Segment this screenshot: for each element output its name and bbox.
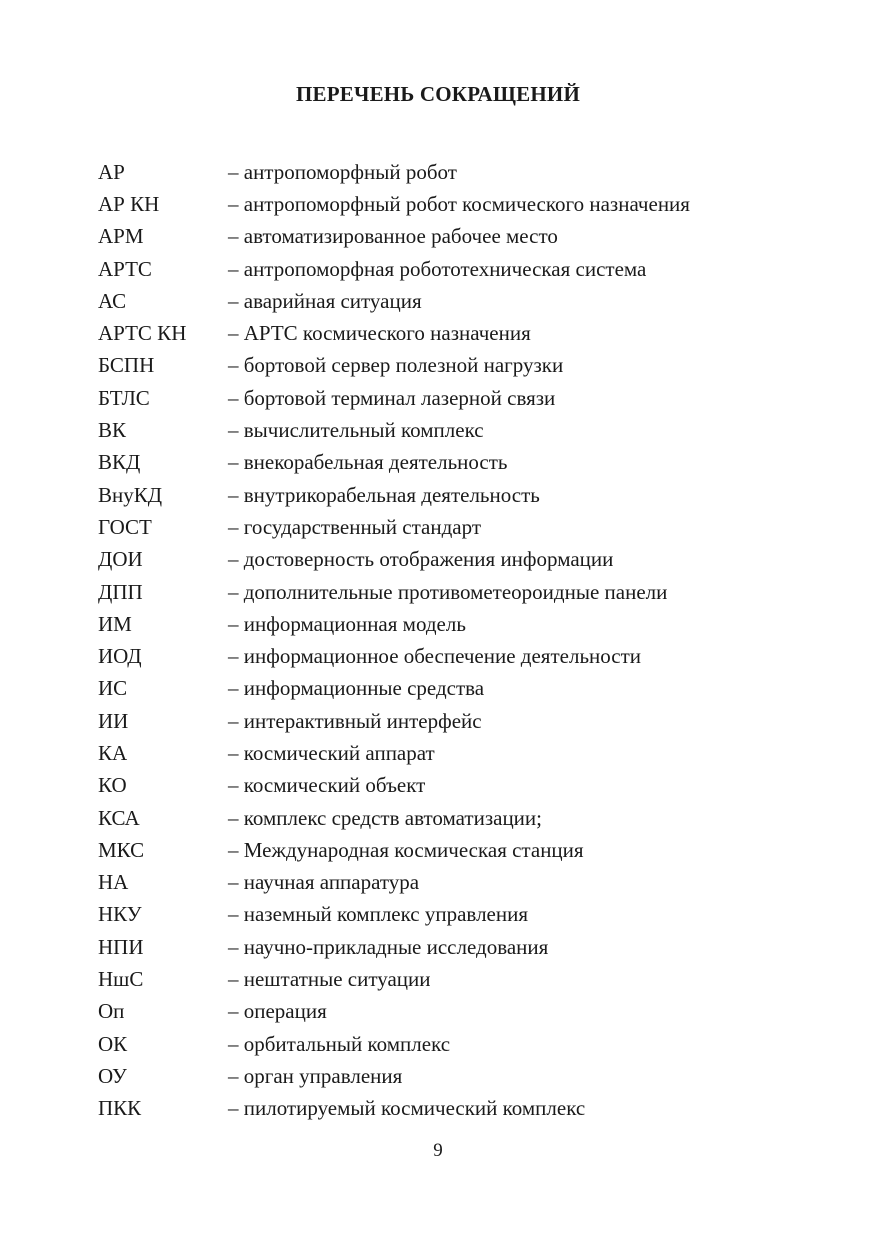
abbreviation-term: БТЛС (98, 385, 150, 410)
abbreviation-definition: – операция (228, 999, 327, 1024)
abbreviation-row (98, 963, 798, 995)
abbreviation-row (98, 576, 798, 608)
abbreviation-definition: – информационная модель (228, 611, 466, 636)
abbreviation-definition: – космический аппарат (228, 740, 435, 765)
abbreviation-row (98, 188, 798, 220)
page-title: ПЕРЕЧЕНЬ СОКРАЩЕНИЙ (296, 82, 580, 106)
abbreviation-row (98, 1060, 798, 1092)
abbreviation-definition: – пилотируемый космический комплекс (228, 1096, 586, 1121)
abbreviation-term: Оп (98, 999, 125, 1024)
abbreviation-definition: – научная аппаратура (228, 870, 420, 895)
abbreviation-term: КА (98, 740, 128, 765)
abbreviation-term: ИОД (98, 644, 142, 669)
abbreviation-term: ИМ (98, 611, 132, 636)
abbreviation-row (98, 673, 798, 705)
abbreviation-row (98, 640, 798, 672)
abbreviation-term: АР КН (98, 191, 160, 216)
abbreviation-definition: – орбитальный комплекс (228, 1031, 451, 1056)
abbreviation-definition: – антропоморфная робототехническая система (228, 256, 647, 281)
abbreviation-row (98, 382, 798, 414)
abbreviation-row (98, 608, 798, 640)
abbreviation-row (98, 802, 798, 834)
abbreviation-definition: – информационные средства (228, 676, 485, 701)
abbreviation-definition: – бортовой терминал лазерной связи (228, 385, 556, 410)
abbreviation-definition: – нештатные ситуации (228, 967, 431, 992)
abbreviation-definition: – орган управления (228, 1063, 403, 1088)
abbreviation-definition: – АРТС космического назначения (228, 321, 531, 346)
page-number: 9 (433, 1140, 443, 1161)
abbreviation-definition: – комплекс средств автоматизации; (228, 805, 542, 830)
abbreviation-term: ВнуКД (98, 482, 163, 507)
abbreviation-term: ПКК (98, 1096, 142, 1121)
abbreviation-row (98, 867, 798, 899)
abbreviation-term: МКС (98, 837, 145, 862)
abbreviation-definition: – внекорабельная деятельность (228, 450, 508, 475)
abbreviation-row (98, 221, 798, 253)
abbreviation-definition: – научно-прикладные исследования (228, 934, 549, 959)
abbreviation-row (98, 770, 798, 802)
abbreviation-term: ВК (98, 418, 127, 443)
abbreviation-row (98, 996, 798, 1028)
abbreviation-row (98, 834, 798, 866)
abbreviation-definition: – Международная космическая станция (228, 837, 584, 862)
abbreviation-row (98, 350, 798, 382)
abbreviation-term: КО (98, 773, 127, 798)
abbreviation-definition: – антропоморфный робот (228, 159, 457, 184)
abbreviation-term: АРМ (98, 224, 144, 249)
abbreviation-term: ГОСТ (98, 514, 152, 539)
abbreviation-row (98, 899, 798, 931)
abbreviation-term: АС (98, 288, 127, 313)
abbreviation-row (98, 931, 798, 963)
abbreviation-term: ИС (98, 676, 128, 701)
abbreviation-term: ОК (98, 1031, 128, 1056)
abbreviation-row (98, 253, 798, 285)
abbreviation-definition: – аварийная ситуация (228, 288, 422, 313)
abbreviation-term: ДОИ (98, 547, 143, 572)
abbreviation-term: АРТС КН (98, 321, 187, 346)
abbreviation-definition: – государственный стандарт (228, 514, 481, 539)
abbreviation-definition: – информационное обеспечение деятельности (228, 644, 642, 669)
abbreviation-definition: – бортовой сервер полезной нагрузки (228, 353, 564, 378)
abbreviation-row (98, 1028, 798, 1060)
abbreviation-row (98, 447, 798, 479)
abbreviation-term: БСПН (98, 353, 155, 378)
abbreviation-row (98, 511, 798, 543)
abbreviation-row (98, 1093, 798, 1125)
abbreviation-definition: – автоматизированное рабочее место (228, 224, 558, 249)
abbreviation-definition: – интерактивный интерфейс (228, 708, 482, 733)
abbreviation-term: КСА (98, 805, 140, 830)
abbreviation-term: ДПП (98, 579, 143, 604)
abbreviation-row (98, 414, 798, 446)
abbreviation-term: АРТС (98, 256, 152, 281)
abbreviation-definition: – достоверность отображения информации (228, 547, 614, 572)
abbreviation-row (98, 479, 798, 511)
abbreviation-row (98, 544, 798, 576)
abbreviation-term: ИИ (98, 708, 129, 733)
abbreviation-definition: – дополнительные противометеороидные панели (228, 579, 668, 604)
abbreviation-row (98, 285, 798, 317)
abbreviation-definition: – наземный комплекс управления (228, 902, 528, 927)
abbreviation-definition: – космический объект (228, 773, 426, 798)
abbreviation-row (98, 737, 798, 769)
abbreviation-list (98, 156, 798, 1125)
abbreviation-term: ОУ (98, 1063, 127, 1088)
abbreviation-term: НКУ (98, 902, 142, 927)
abbreviation-term: НПИ (98, 934, 144, 959)
abbreviation-row (98, 705, 798, 737)
abbreviation-row (98, 317, 798, 349)
abbreviation-term: ВКД (98, 450, 141, 475)
abbreviation-term: АР (98, 159, 125, 184)
abbreviation-definition: – антропоморфный робот космического назначения (228, 191, 690, 216)
abbreviation-definition: – вычислительный комплекс (228, 418, 484, 443)
abbreviation-term: НшС (98, 967, 144, 992)
abbreviation-row (98, 156, 798, 188)
abbreviation-definition: – внутрикорабельная деятельность (228, 482, 540, 507)
abbreviation-term: НА (98, 870, 129, 895)
